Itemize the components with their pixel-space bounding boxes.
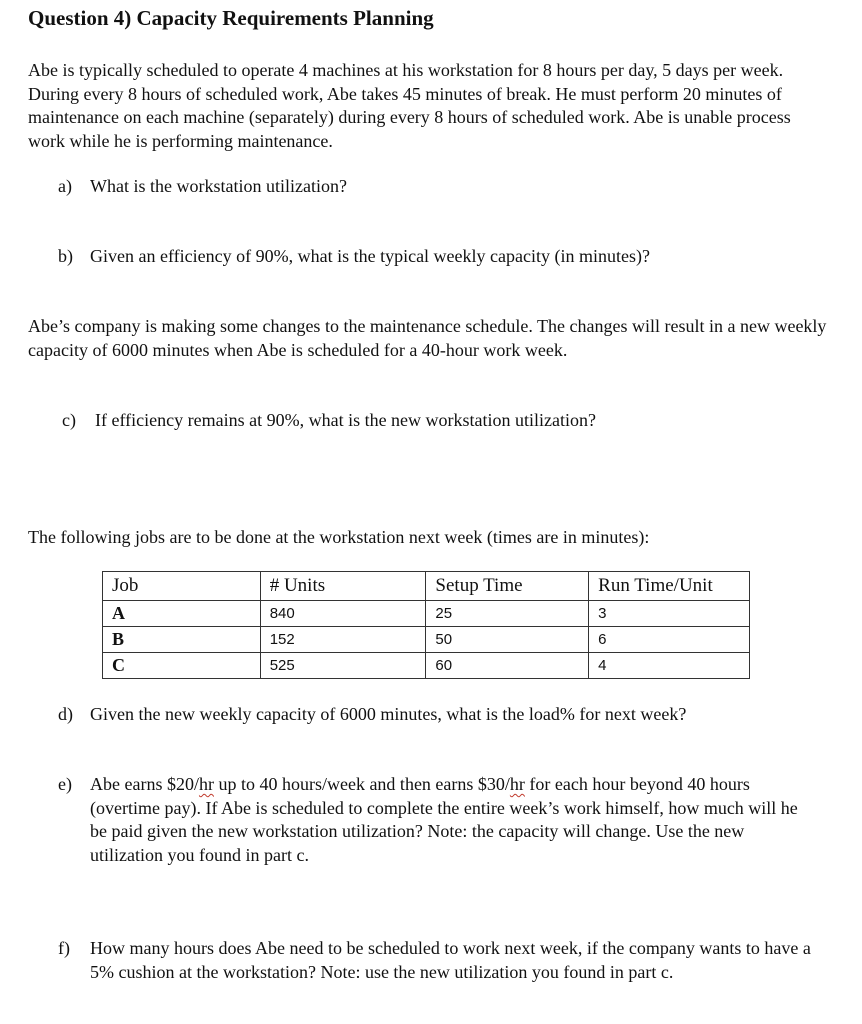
header-job: Job xyxy=(103,572,261,601)
job-name: B xyxy=(103,627,261,653)
change-paragraph: Abe’s company is making some changes to the maintenance schedule. The changes will result in a new weekly capacity of 6000 minutes when Abe is scheduled for a 40-hour work week. xyxy=(28,316,827,360)
question-a xyxy=(58,175,818,199)
page-title: Question 4) Capacity Requirements Planning xyxy=(28,6,434,30)
question-e-text-part: up to 40 hours/week and then earns $30/ xyxy=(213,774,510,794)
question-b-text: Given an efficiency of 90%, what is the typical weekly capacity (in minutes)? xyxy=(90,246,650,266)
spellcheck-word: hr xyxy=(509,774,525,794)
header-setup-time: Setup Time xyxy=(426,572,589,601)
job-setup: 50 xyxy=(426,627,589,653)
job-run: 4 xyxy=(589,653,750,679)
question-e-text xyxy=(90,773,818,867)
question-c-text: If efficiency remains at 90%, what is the new workstation utilization? xyxy=(95,410,597,430)
question-d xyxy=(58,703,818,727)
header-units: # Units xyxy=(260,572,426,601)
jobs-intro: The following jobs are to be done at the workstation next week (times are in minutes): xyxy=(28,527,650,547)
question-d-text: Given the new weekly capacity of 6000 minutes, what is the load% for next week? xyxy=(90,704,687,724)
question-f-text: How many hours does Abe need to be scheduled to work next week, if the company wants to have a 5% cushion at the workstation? Note: use the new utilization you found in part c. xyxy=(90,938,811,982)
question-c-label: c) xyxy=(62,410,76,430)
question-a-text: What is the workstation utilization? xyxy=(90,176,347,196)
question-b xyxy=(58,245,818,269)
job-setup: 25 xyxy=(426,601,589,627)
job-units: 840 xyxy=(260,601,426,627)
intro-paragraph: Abe is typically scheduled to operate 4 machines at his workstation for 8 hours per day, 5 days per week. During every 8 hours of scheduled work, Abe takes 45 minutes of break. He must perform 20 minutes of maintenance on each machine (separately) during every 8 hours of scheduled work. Abe is unable process work while he is performing maintenance. xyxy=(28,60,791,151)
question-c xyxy=(62,409,822,433)
job-units: 525 xyxy=(260,653,426,679)
question-d-label: d) xyxy=(58,704,73,724)
job-name: A xyxy=(103,601,261,627)
table-row xyxy=(103,653,750,679)
question-e-text-part: Abe earns $20/ xyxy=(90,774,199,794)
question-e-label: e) xyxy=(58,774,72,794)
table-row xyxy=(103,601,750,627)
spellcheck-word: hr xyxy=(198,774,214,794)
header-run-time: Run Time/Unit xyxy=(589,572,750,601)
table-row xyxy=(103,627,750,653)
job-units: 152 xyxy=(260,627,426,653)
question-f-label: f) xyxy=(58,938,70,958)
question-e-text-part: for each hour beyond 40 hours (overtime pay). If Abe is scheduled to complete the entire week’s work himself, how much will he be paid given the new workstation utilization? Note: the capacity will change. Use the new utilization you found in part c. xyxy=(90,774,798,865)
job-setup: 60 xyxy=(426,653,589,679)
job-run: 6 xyxy=(589,627,750,653)
question-e xyxy=(58,773,818,867)
question-b-label: b) xyxy=(58,246,73,266)
job-name: C xyxy=(103,653,261,679)
job-run: 3 xyxy=(589,601,750,627)
question-a-label: a) xyxy=(58,176,72,196)
question-f xyxy=(58,937,818,984)
table-header-row xyxy=(103,572,750,601)
jobs-table xyxy=(102,571,750,679)
